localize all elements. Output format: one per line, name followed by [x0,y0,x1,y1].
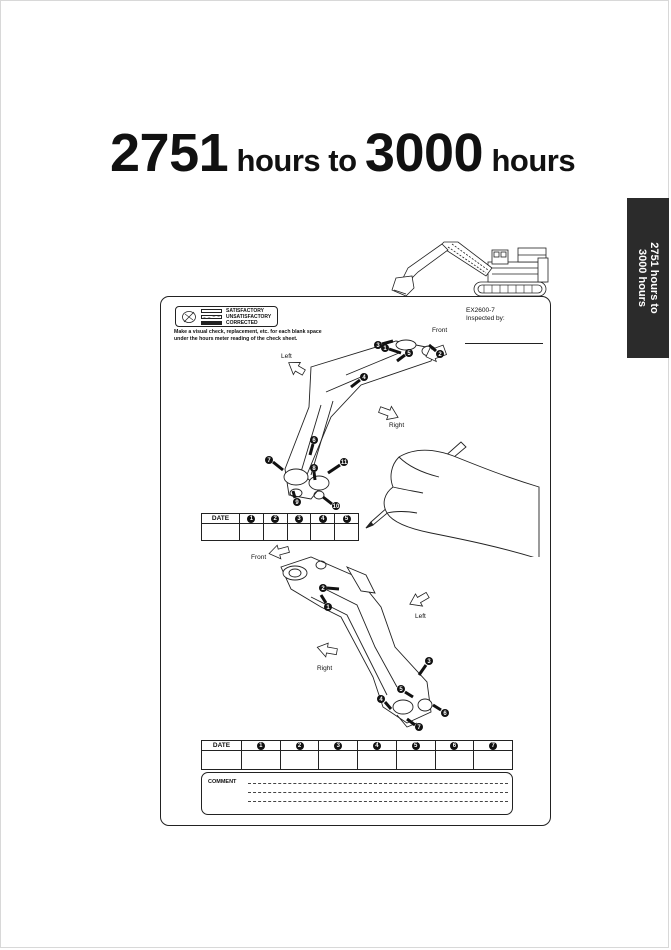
svg-text:3: 3 [427,659,431,665]
lower-check-table [201,740,513,770]
upper-col-5: 5 [335,514,359,524]
lower-check-point-6 [433,705,449,717]
comment-box[interactable] [201,772,513,815]
legend-satisfactory: SATISFACTORY [226,308,264,314]
svg-text:5: 5 [407,351,411,357]
section-side-tab[interactable] [627,198,669,358]
upper-left-label: Left [281,353,292,360]
check-sheet [160,296,551,826]
upper-col-2: 2 [263,514,287,524]
check-point-10 [323,497,340,510]
svg-text:6: 6 [312,438,316,444]
svg-text:11: 11 [340,460,348,466]
lower-col-4: 4 [358,741,397,751]
svg-text:1: 1 [383,346,387,352]
lower-cell-6[interactable] [435,751,474,770]
lower-col-3: 3 [319,741,358,751]
svg-text:7: 7 [267,458,271,464]
lower-cell-4[interactable] [358,751,397,770]
title-from-number: 2751 [110,123,229,183]
inspected-by-label: Inspected by: [466,315,505,322]
side-tab-text: 2751 hours to 3000 hours [636,242,660,314]
svg-text:4: 4 [362,375,366,381]
svg-text:5: 5 [399,687,403,693]
lower-check-point-3 [419,657,433,675]
lower-col-2: 2 [280,741,319,751]
upper-col-1: 1 [240,514,264,524]
check-point-7 [265,456,283,470]
upper-date-header: DATE [202,514,240,524]
lower-cell-2[interactable] [280,751,319,770]
title-to-word: hours [491,143,576,178]
lower-arm-diagram [161,537,552,747]
svg-text:3: 3 [376,343,380,349]
lower-col-1: 1 [242,741,281,751]
lower-front-label: Front [251,554,267,561]
svg-text:2: 2 [321,586,325,592]
lower-right-arrow-icon [316,641,338,658]
lower-left-arrow-icon [407,589,431,611]
lower-cell-1[interactable] [242,751,281,770]
svg-text:9: 9 [295,500,299,506]
lower-front-arrow-icon [268,543,291,562]
lower-cell-5[interactable] [396,751,435,770]
instructions-text: Make a visual check, replacement, etc. for each blank space under the hours meter reading of the check sheet. [174,329,322,342]
lower-cell-3[interactable] [319,751,358,770]
comment-label: COMMENT [208,779,237,785]
svg-text:2: 2 [438,352,442,358]
comment-line-1[interactable] [248,783,508,784]
check-point-11 [328,458,348,473]
svg-text:8: 8 [312,466,316,472]
legend-unsatisfactory: UNSATISFACTORY [226,314,272,320]
legend-corrected: CORRECTED [226,320,258,326]
lower-left-label: Left [415,613,426,620]
title-to-number: 3000 [364,123,484,183]
lower-col-6: 6 [435,741,474,751]
right-arrow-icon [377,403,401,423]
svg-text:10: 10 [332,504,340,510]
upper-col-4: 4 [311,514,335,524]
page-title [110,122,575,184]
comment-line-3[interactable] [248,801,508,802]
comment-line-2[interactable] [248,792,508,793]
svg-text:1: 1 [326,605,330,611]
lower-check-point-7 [407,719,423,731]
model-name: EX2600-7 [466,307,495,314]
lower-date-header: DATE [202,741,242,751]
lower-col-7: 7 [474,741,513,751]
lower-right-label: Right [317,665,333,672]
left-arrow-icon [285,357,308,378]
upper-front-label: Front [432,327,448,334]
svg-text:6: 6 [443,711,447,717]
upper-col-3: 3 [287,514,311,524]
lower-cell-7[interactable] [474,751,513,770]
title-from-word: hours to [236,143,357,178]
lower-col-5: 5 [396,741,435,751]
excavator-illustration [388,238,554,300]
upper-right-label: Right [389,422,405,429]
lower-date-cell[interactable] [202,751,242,770]
svg-text:7: 7 [417,725,421,731]
svg-text:4: 4 [379,697,383,703]
